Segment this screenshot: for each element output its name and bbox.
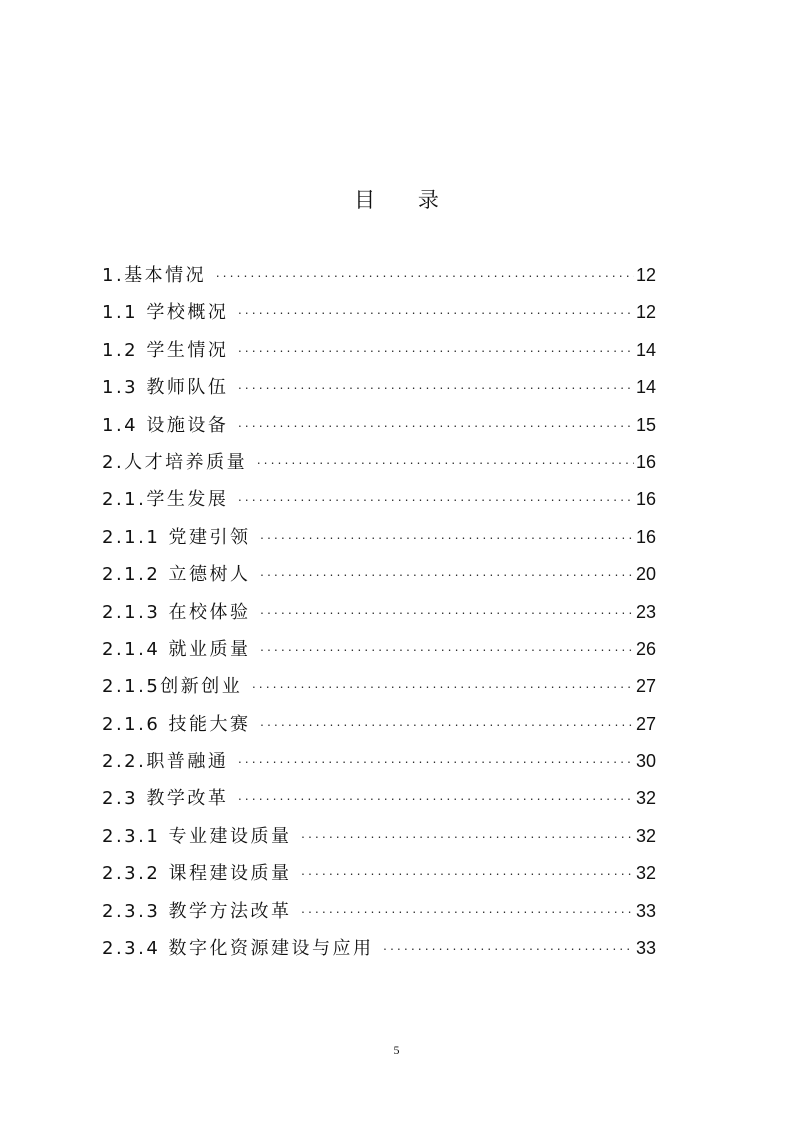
toc-entry-page: 27: [635, 676, 656, 697]
toc-entry[interactable]: [102, 485, 656, 522]
toc-entry[interactable]: [102, 373, 656, 410]
toc-entry-page: 33: [635, 938, 656, 959]
toc-entry[interactable]: [102, 336, 656, 373]
toc-entry-page: 14: [635, 377, 656, 398]
toc-entry[interactable]: [102, 635, 656, 672]
toc-entry-label: 2.1.5创新创业: [102, 676, 243, 698]
toc-entry[interactable]: [102, 411, 656, 448]
toc-dot-leader: [302, 899, 634, 927]
toc-entry-page: 33: [635, 900, 656, 921]
toc-dot-leader: [302, 861, 634, 889]
toc-entry-label: 1.2 学生情况: [102, 339, 229, 361]
toc-entry[interactable]: [102, 298, 656, 335]
toc-entry[interactable]: [102, 560, 656, 597]
toc-entry-page: 15: [635, 414, 656, 435]
toc-entry-label: 1.基本情况: [102, 265, 207, 286]
toc-entry-page: 32: [635, 863, 656, 884]
toc-dot-leader: [384, 936, 634, 964]
toc-entry[interactable]: [102, 934, 656, 971]
toc-title: 目 录: [354, 188, 457, 212]
toc-entry-page: 16: [635, 489, 656, 510]
toc-dot-leader: [261, 525, 634, 553]
toc-dot-leader: [238, 487, 634, 515]
toc-entry-label: 1.4 设施设备: [102, 414, 229, 436]
toc-entry-page: 16: [635, 526, 656, 547]
toc-entry-label: 2.1.2 立德树人: [102, 564, 251, 586]
toc-entry-page: 12: [635, 265, 656, 285]
toc-dot-leader: [252, 674, 634, 702]
toc-entry-label: 2.2.职普融通: [102, 751, 229, 773]
toc-entry-label: 2.1.3 在校体验: [102, 601, 251, 623]
toc-entry[interactable]: [102, 261, 656, 298]
toc-dot-leader: [238, 786, 634, 814]
toc-entry-page: 23: [635, 601, 656, 622]
toc-dot-leader: [238, 338, 634, 366]
toc-dot-leader: [238, 749, 634, 777]
toc-entry-label: 2.1.学生发展: [102, 489, 229, 511]
toc-entry[interactable]: [102, 598, 656, 635]
toc-entry-page: 32: [635, 788, 656, 809]
toc-dot-leader: [261, 562, 634, 590]
toc-dot-leader: [257, 450, 634, 478]
toc-dot-leader: [238, 413, 634, 441]
toc-entry-label: 2.1.4 就业质量: [102, 638, 251, 660]
toc-entry-page: 32: [635, 825, 656, 846]
toc-entry[interactable]: [102, 897, 656, 934]
toc-entry-label: 2.3.1 专业建设质量: [102, 825, 292, 847]
toc-entry[interactable]: [102, 523, 656, 560]
toc-entry-label: 2.3.4 数字化资源建设与应用: [102, 938, 374, 960]
toc-list: [102, 261, 656, 971]
page-number: 5: [393, 1043, 400, 1057]
toc-entry-label: 2.3 教学改革: [102, 788, 229, 810]
toc-entry-label: 2.1.1 党建引领: [102, 526, 251, 548]
toc-entry[interactable]: [102, 672, 656, 709]
toc-dot-leader: [216, 263, 634, 291]
toc-entry-page: 30: [635, 751, 656, 772]
toc-dot-leader: [261, 712, 634, 740]
toc-entry-page: 16: [635, 451, 656, 472]
toc-entry-label: 1.3 教师队伍: [102, 377, 229, 399]
toc-entry-page: 12: [635, 302, 656, 323]
toc-entry[interactable]: [102, 784, 656, 821]
toc-entry-page: 26: [635, 638, 656, 659]
toc-dot-leader: [238, 300, 634, 328]
toc-dot-leader: [238, 375, 634, 403]
toc-entry-page: 14: [635, 339, 656, 360]
toc-entry[interactable]: [102, 448, 656, 485]
toc-entry-label: 2.3.2 课程建设质量: [102, 863, 292, 885]
toc-entry-page: 20: [635, 564, 656, 585]
toc-entry[interactable]: [102, 747, 656, 784]
toc-entry-label: 2.1.6 技能大赛: [102, 713, 251, 735]
toc-entry-label: 1.1 学校概况: [102, 302, 229, 324]
toc-dot-leader: [261, 600, 634, 628]
toc-entry-label: 2.人才培养质量: [102, 451, 248, 473]
toc-entry-page: 27: [635, 713, 656, 734]
toc-entry[interactable]: [102, 822, 656, 859]
toc-entry[interactable]: [102, 710, 656, 747]
toc-dot-leader: [302, 824, 634, 852]
toc-entry-label: 2.3.3 教学方法改革: [102, 900, 292, 922]
toc-dot-leader: [261, 637, 634, 665]
toc-entry[interactable]: [102, 859, 656, 896]
